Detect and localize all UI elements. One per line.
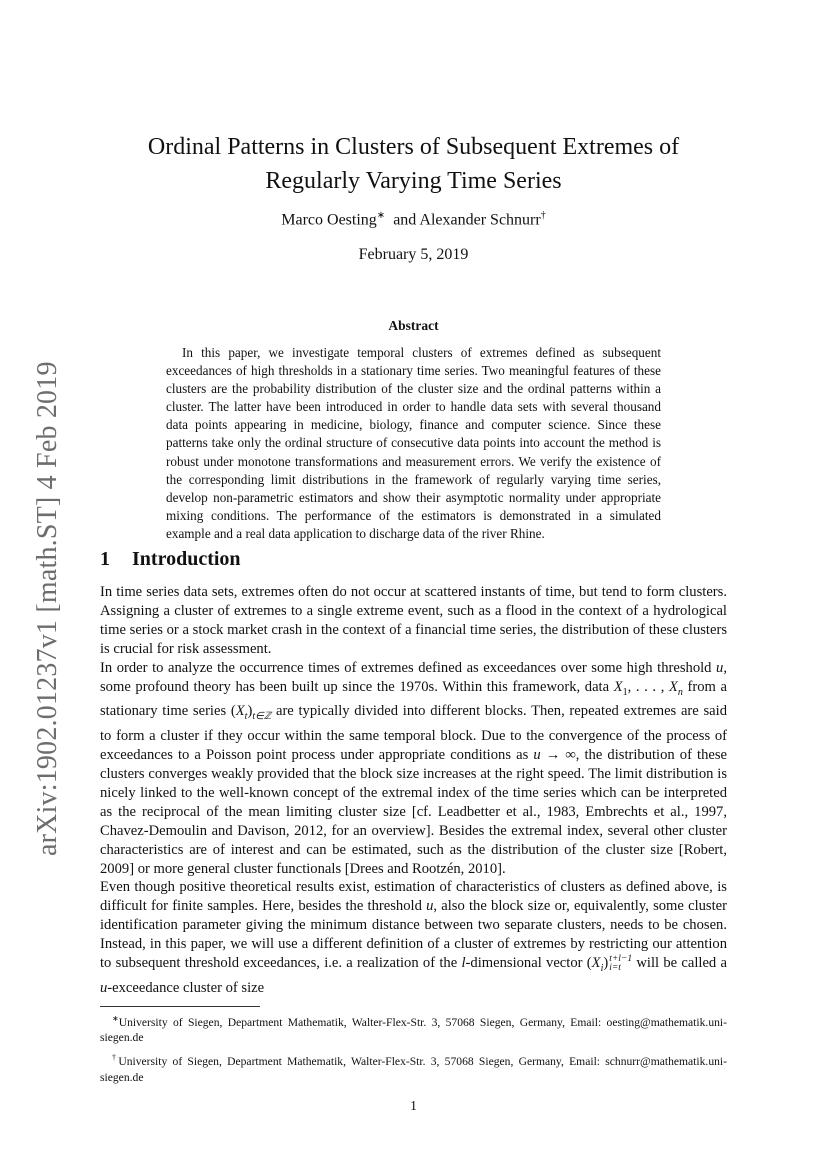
footnote-mark: ∗ [376, 210, 386, 221]
author-name: Marco Oesting [281, 211, 377, 229]
title-line-2: Regularly Varying Time Series [265, 168, 562, 194]
author-connector: and [393, 211, 417, 229]
author-name: Alexander Schnurr [419, 211, 541, 229]
paragraph: Even though positive theoretical results exist, estimation of characteristics of clusters as defined above, is difficult for finite samples. Here, besides the threshold u, also the block size or, equivalently, some cluster identification parameter giving the minimum distance between two separate clusters, needs to be chosen. Instead, in this paper, we will use a different definition of a cluster of extremes by restricting our attention to subsequent threshold exceedances, i.e. a realization of the l-dimensional vector $(X_i)$ t+l−1 i=t will be called a u-exceedance cluster of size [100, 879, 727, 996]
paper-title [100, 130, 727, 198]
arxiv-identifier-stamp: arXiv:1902.01237v1 [math.ST] 4 Feb 2019 [32, 361, 63, 856]
footnote: ∗University of Siegen, Department Mathematik, Walter-Flex-Str. 3, 57068 Siegen, Germany, Email: oesting@mathematik.uni-siegen.de [100, 1014, 727, 1045]
footnotes [100, 1011, 727, 1089]
title-line-1: Ordinal Patterns in Clusters of Subsequent Extremes of [147, 134, 680, 160]
footnote: †University of Siegen, Department Mathematik, Walter-Flex-Str. 3, 57068 Siegen, Germany, Email: schnurr@mathematik.uni-siegen.de [100, 1053, 728, 1084]
footnote-divider [100, 1006, 260, 1007]
paragraph: In order to analyze the occurrence times of extremes defined as exceedances over some high threshold u, some profound theory has been built up since the 1970s. Within this framework, data $X_1$, . . . , $X_n$ from a stationary time series $(X_t)_{t\in ℤ}$ are typically divided into different blocks. Then, repeated extremes are said to form a cluster if they occur within the same temporal block. Due to the convergence of the process of exceedances to a Poisson point process under appropriate conditions as u → ∞, the distribution of these clusters converges weakly provided that the block size increases at the right speed. The limit distribution is nicely linked to the well-known concept of the extremal index of the time series which can be interpreted as the reciprocal of the mean limiting cluster size [cf. Leadbetter et al., 1983, Embrechts et al., 1997, Chavez-Demoulin and Davison, 2012, for an overview]. Besides the extremal index, several other cluster characteristics are of interest and can be estimated, such as the distribution of the cluster size [Robert, 2009] or more general cluster functionals [Drees and Rootzén, 2010]. [100, 659, 727, 877]
section-body [100, 583, 727, 998]
page-number: 1 [410, 1099, 417, 1114]
author-list [100, 210, 727, 229]
abstract-text: In this paper, we investigate temporal clusters of extremes defined as subsequent exceedances of high thresholds in a stationary time series. Two meaningful features of these clusters are the probability distribution of the cluster size and the ordinal patterns within a cluster. The latter have been introduced in order to handle data sets with several thousand data points appearing in medicine, biology, finance and computer science. Since these patterns take only the ordinal structure of consecutive data points into account the method is robust under monotone transformations and measurement errors. We verify the existence of the corresponding limit distributions in the framework of regularly varying time series, develop non-parametric estimators and show their asymptotic normality under appropriate mixing conditions. The performance of the estimators is demonstrated in a simulated example and a real data application to discharge data of the river Rhine. [166, 345, 661, 541]
paragraph: In time series data sets, extremes often do not occur at scattered instants of time, but tend to form clusters. Assigning a cluster of extremes to a single extreme event, such as a flood in the context of a hydrological time series or a stock market crash in the context of a financial time series, the distribution of these clusters is crucial for risk assessment. [100, 584, 727, 657]
section-heading [100, 548, 241, 571]
abstract-heading: Abstract [388, 318, 439, 333]
section-number: 1 [100, 548, 110, 570]
footnote-mark: † [540, 210, 546, 221]
section-title: Introduction [132, 548, 241, 570]
paper-date: February 5, 2019 [358, 246, 469, 263]
